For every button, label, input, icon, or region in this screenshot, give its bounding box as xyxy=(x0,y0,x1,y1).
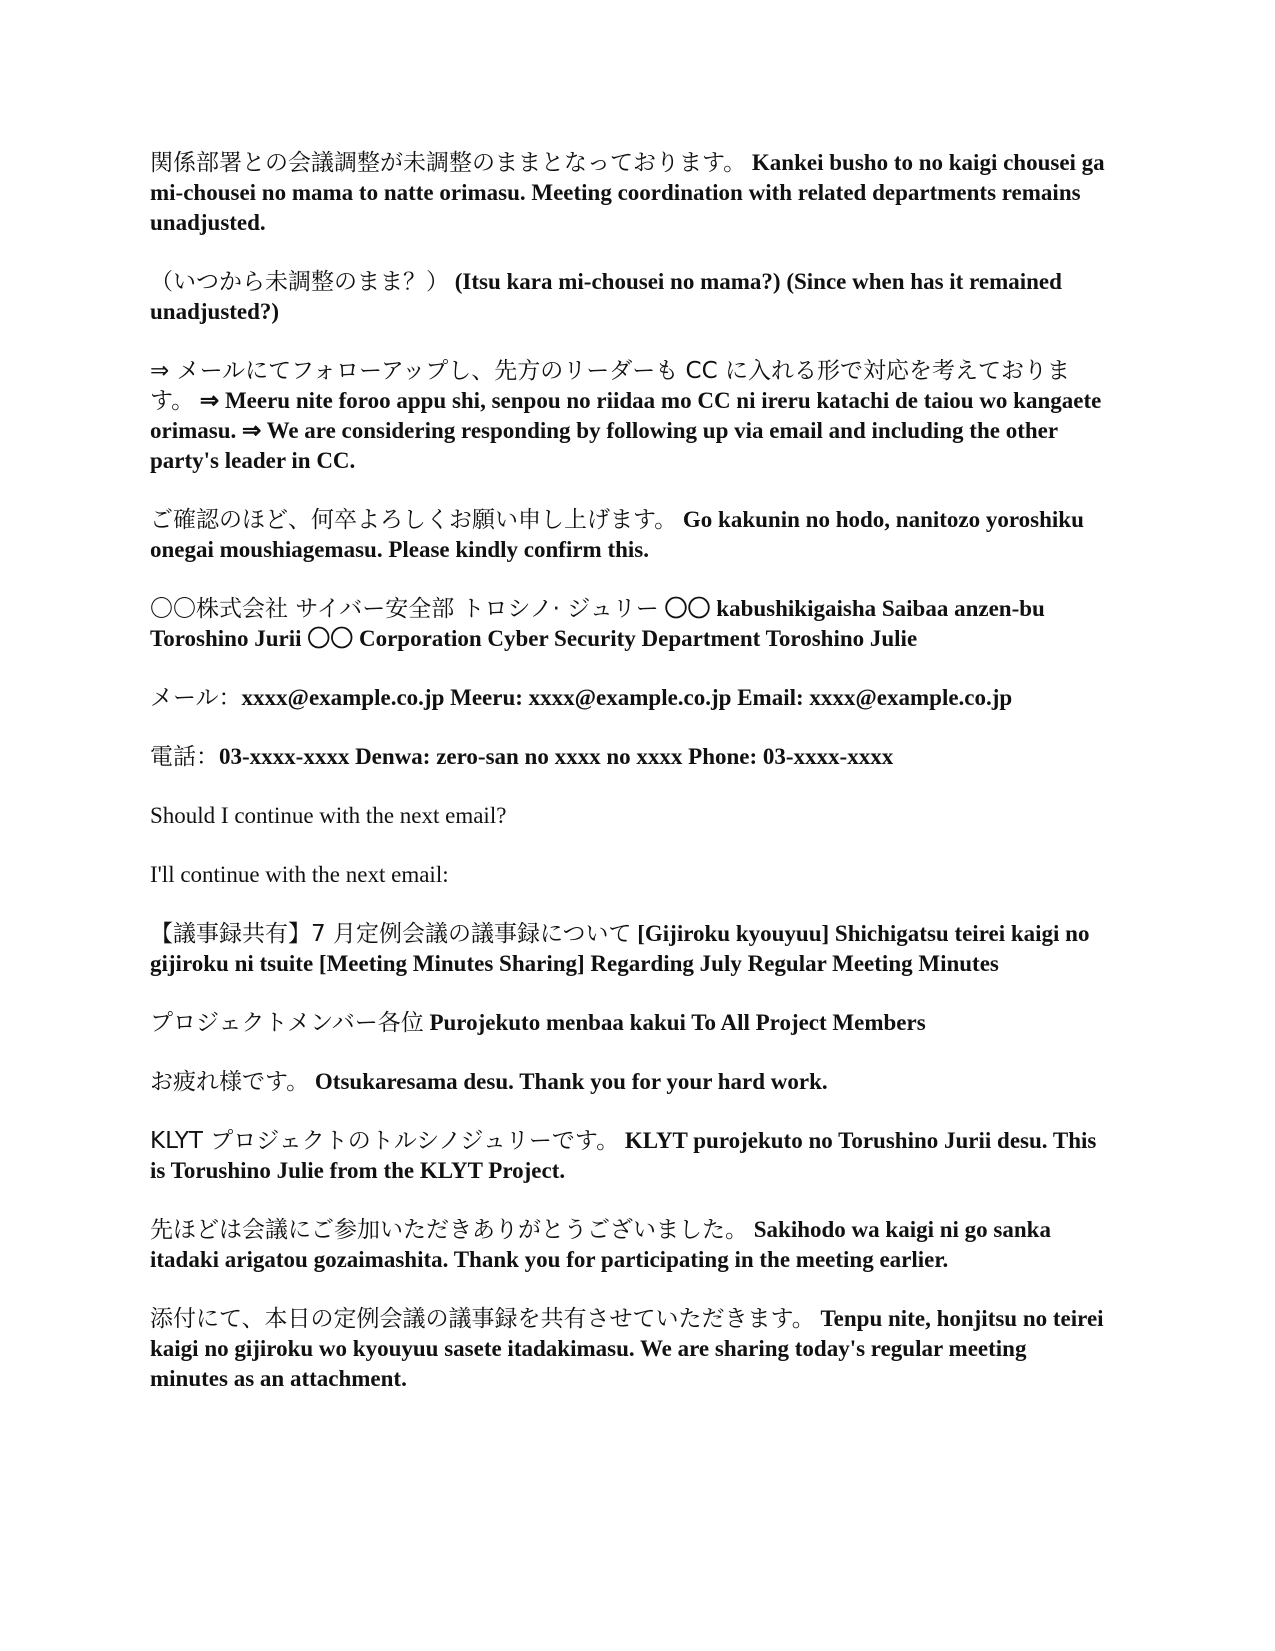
japanese-text: KLYT プロジェクトのトルシノジュリーです。 xyxy=(150,1128,620,1154)
romaji-english-text: Sakihodo wa kaigi ni go sanka itadaki arigatou gozaimashita. Thank you for participating in the meeting earlier. xyxy=(150,1217,1051,1272)
romaji-english-text: (Itsu kara mi-chousei no mama?) (Since when has it remained unadjusted?) xyxy=(150,269,1062,324)
romaji-english-text: Tenpu nite, honjitsu no teirei kaigi no gijiroku wo kyouyuu sasete itadakimasu. We are sharing today's regular meeting minutes as an attachment. xyxy=(150,1306,1104,1391)
paragraph-signature-phone xyxy=(150,742,1110,772)
romaji-english-text: 03-xxxx-xxxx Denwa: zero-san no xxxx no xxxx Phone: 03-xxxx-xxxx xyxy=(219,744,894,769)
paragraph-attachment-sharing xyxy=(150,1304,1110,1394)
japanese-text: プロジェクトメンバー各位 xyxy=(150,1010,424,1036)
romaji-english-text: Go kakunin no hodo, nanitozo yoroshiku onegai moushiagemasu. Please kindly confirm this. xyxy=(150,507,1084,562)
paragraph-addressee xyxy=(150,1008,1110,1038)
japanese-text: ⇒ メールにてフォローアップし、先方のリーダーも CC に入れる形で対応を考えております。 xyxy=(150,358,1070,414)
japanese-text: 関係部署との会議調整が未調整のままとなっております。 xyxy=(150,150,747,176)
paragraph-self-introduction xyxy=(150,1126,1110,1186)
romaji-english-text: KLYT purojekuto no Torushino Jurii desu. This is Torushino Julie from the KLYT Project. xyxy=(150,1128,1097,1183)
paragraph-meeting-coordination xyxy=(150,148,1110,238)
japanese-text: 電話： xyxy=(150,744,219,770)
japanese-text: 添付にて、本日の定例会議の議事録を共有させていただきます。 xyxy=(150,1306,815,1332)
document-body xyxy=(150,148,1110,1423)
paragraph-email-subject xyxy=(150,919,1110,979)
paragraph-thanks-participation xyxy=(150,1215,1110,1275)
romaji-english-text: Otsukaresama desu. Thank you for your hard work. xyxy=(314,1069,828,1094)
plain-text: I'll continue with the next email: xyxy=(150,862,449,887)
japanese-text: メール： xyxy=(150,685,242,711)
romaji-english-text: 〇〇 kabushikigaisha Saibaa anzen-bu Toroshino Jurii 〇〇 Corporation Cyber Security Department Toroshino Julie xyxy=(150,596,1045,651)
paragraph-since-when xyxy=(150,267,1110,327)
japanese-text: 先ほどは会議にご参加いただきありがとうございました。 xyxy=(150,1217,748,1243)
paragraph-continue-statement xyxy=(150,860,1110,890)
romaji-english-text: Kankei busho to no kaigi chousei ga mi-chousei no mama to natte orimasu. Meeting coordination with related departments remains unadjusted. xyxy=(150,150,1105,235)
paragraph-please-confirm xyxy=(150,505,1110,565)
japanese-text: お疲れ様です。 xyxy=(150,1069,310,1095)
japanese-text: 〇〇株式会社 サイバー安全部 トロシノ· ジュリー xyxy=(150,596,659,622)
japanese-text: 【議事録共有】7 月定例会議の議事録について xyxy=(150,921,632,947)
romaji-english-text: [Gijiroku kyouyuu] Shichigatsu teirei kaigi no gijiroku ni tsuite [Meeting Minutes Sharing] Regarding July Regular Meeting Minutes xyxy=(150,921,1090,976)
romaji-english-text: Purojekuto menbaa kakui To All Project Members xyxy=(429,1010,926,1035)
romaji-english-text: ⇒ Meeru nite foroo appu shi, senpou no riidaa mo CC ni ireru katachi de taiou wo kangaete orimasu. ⇒ We are considering responding by following up via email and including the other party's leader in CC. xyxy=(150,388,1102,473)
paragraph-greeting xyxy=(150,1067,1110,1097)
japanese-text: （いつから未調整のまま？） xyxy=(150,269,449,295)
paragraph-signature-email xyxy=(150,683,1110,713)
paragraph-signature-company xyxy=(150,594,1110,654)
japanese-text: ご確認のほど、何卒よろしくお願い申し上げます。 xyxy=(150,507,678,533)
paragraph-continue-question xyxy=(150,801,1110,831)
plain-text: Should I continue with the next email? xyxy=(150,803,507,828)
romaji-english-text: xxxx@example.co.jp Meeru: xxxx@example.co.jp Email: xxxx@example.co.jp xyxy=(241,685,1013,710)
paragraph-follow-up xyxy=(150,356,1110,476)
